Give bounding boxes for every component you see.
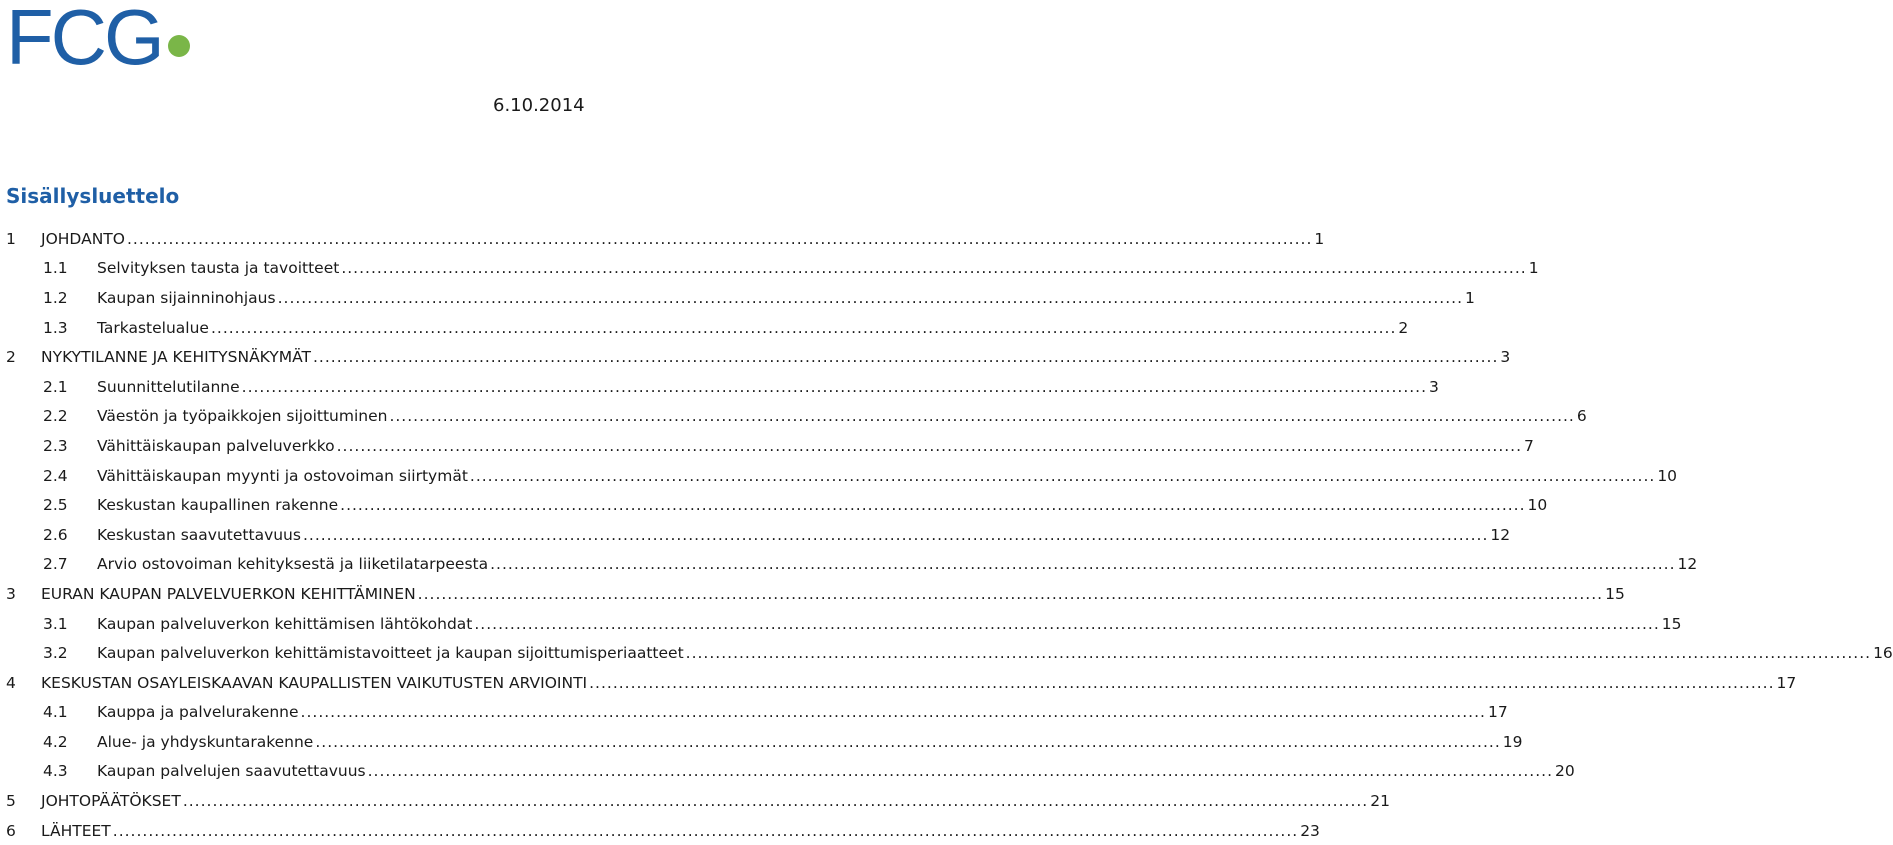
toc-dot-leader: ........................................................................................................................................................................................................ xyxy=(341,259,1527,278)
toc-entry-label: LÄHTEET xyxy=(41,821,111,840)
toc-entry-number: 1.1 xyxy=(43,259,68,278)
toc-entry[interactable] xyxy=(0,520,1511,550)
toc-dot-leader: ........................................................................................................................................................................................................ xyxy=(589,673,1775,692)
toc-entry[interactable] xyxy=(0,254,1539,284)
toc-entry[interactable] xyxy=(0,283,1475,313)
toc-entry-number: 1.3 xyxy=(43,318,68,337)
toc-entry-label: Alue- ja yhdyskuntarakenne xyxy=(97,732,314,751)
toc-entry[interactable] xyxy=(0,431,1534,461)
toc-entry-label: Väestön ja työpaikkojen sijoittuminen xyxy=(97,407,388,426)
toc-entry-page: 6 xyxy=(1576,407,1587,426)
toc-dot-leader: ........................................................................................................................................................................................................ xyxy=(126,229,1313,248)
toc-dot-leader: ........................................................................................................................................................................................................ xyxy=(340,496,1526,515)
toc-entry-number: 2 xyxy=(6,348,16,367)
toc-dot-leader: ........................................................................................................................................................................................................ xyxy=(685,644,1872,663)
toc-entry-number: 2.3 xyxy=(43,436,68,455)
toc-entry-number: 6 xyxy=(6,821,16,840)
toc-entry-page: 16 xyxy=(1873,644,1893,663)
toc-dot-leader: ........................................................................................................................................................................................................ xyxy=(112,821,1299,840)
toc-entry-page: 17 xyxy=(1487,703,1508,722)
toc-entry-number: 4 xyxy=(6,673,16,692)
toc-entry-number: 1.2 xyxy=(43,288,68,307)
toc-entry-label: Vähittäiskaupan palveluverkko xyxy=(97,436,335,455)
toc-entry[interactable] xyxy=(0,579,1625,609)
toc-entry[interactable] xyxy=(0,402,1587,432)
toc-entry[interactable] xyxy=(0,224,1325,254)
toc-dot-leader: ........................................................................................................................................................................................................ xyxy=(417,584,1604,603)
toc-entry-label: EURAN KAUPAN PALVELVUERKON KEHITTÄMINEN xyxy=(41,584,416,603)
fcg-logo-graphic xyxy=(6,0,206,81)
toc-entry-number: 2.4 xyxy=(43,466,68,485)
toc-entry-page: 23 xyxy=(1300,821,1320,840)
toc-entry-number: 5 xyxy=(6,792,16,811)
toc-entry-number: 2.5 xyxy=(43,496,68,515)
toc-entry-page: 15 xyxy=(1661,614,1682,633)
toc-entry-page: 1 xyxy=(1314,229,1325,248)
toc-entry[interactable] xyxy=(0,757,1575,787)
toc-dot-leader: ........................................................................................................................................................................................................ xyxy=(315,732,1501,751)
toc-entry[interactable] xyxy=(0,698,1508,728)
toc-entry-number: 2.1 xyxy=(43,377,68,396)
toc-entry-number: 1 xyxy=(6,229,16,248)
toc-entry-page: 12 xyxy=(1677,555,1698,574)
toc-entry-label: Kauppa ja palvelurakenne xyxy=(97,703,299,722)
toc-entry-number: 4.3 xyxy=(43,762,68,781)
toc-entry[interactable] xyxy=(0,727,1523,757)
toc-entry-label: Vähittäiskaupan myynti ja ostovoiman siirtymät xyxy=(97,466,468,485)
toc-entry[interactable] xyxy=(0,313,1409,343)
logo-lettering: FCG xyxy=(6,0,162,81)
toc-entry-page: 1 xyxy=(1528,259,1539,278)
toc-dot-leader: ........................................................................................................................................................................................................ xyxy=(367,762,1554,781)
toc-entry-label: Tarkastelualue xyxy=(97,318,209,337)
toc-dot-leader: ........................................................................................................................................................................................................ xyxy=(300,703,1486,722)
toc-entry-page: 21 xyxy=(1370,792,1390,811)
toc-entry-number: 2.7 xyxy=(43,555,68,574)
toc-entry-label: Keskustan kaupallinen rakenne xyxy=(97,496,339,515)
toc-entry-page: 1 xyxy=(1465,288,1475,307)
toc-entry-number: 4.1 xyxy=(43,703,68,722)
toc-entry-number: 2.2 xyxy=(43,407,68,426)
toc-entry[interactable] xyxy=(0,550,1698,580)
toc-entry[interactable] xyxy=(0,668,1797,698)
toc-dot-leader: ........................................................................................................................................................................................................ xyxy=(210,318,1397,337)
toc-dot-leader: ........................................................................................................................................................................................................ xyxy=(469,466,1656,485)
toc-entry-label: NYKYTILANNE JA KEHITYSNÄKYMÄT xyxy=(41,348,311,367)
toc-dot-leader: ........................................................................................................................................................................................................ xyxy=(277,288,1463,307)
toc-dot-leader: ........................................................................................................................................................................................................ xyxy=(490,555,1676,574)
toc-entry-page: 10 xyxy=(1527,496,1548,515)
toc-entry-page: 3 xyxy=(1429,377,1439,396)
toc-entry-page: 19 xyxy=(1502,732,1523,751)
toc-entry[interactable] xyxy=(0,342,1511,372)
toc-entry[interactable] xyxy=(0,490,1548,520)
toc-dot-leader: ........................................................................................................................................................................................................ xyxy=(389,407,1575,426)
toc-dot-leader: ........................................................................................................................................................................................................ xyxy=(336,436,1523,455)
toc-entry[interactable] xyxy=(0,638,1893,668)
toc-entry-page: 7 xyxy=(1524,436,1534,455)
toc-entry-label: Kaupan palveluverkon kehittämistavoitteet ja kaupan sijoittumisperiaatteet xyxy=(97,644,684,663)
toc-entry[interactable] xyxy=(0,461,1678,491)
toc-dot-leader: ........................................................................................................................................................................................................ xyxy=(474,614,1660,633)
toc-entry-label: KESKUSTAN OSAYLEISKAAVAN KAUPALLISTEN VAIKUTUSTEN ARVIOINTI xyxy=(41,673,588,692)
toc-dot-leader: ........................................................................................................................................................................................................ xyxy=(302,525,1489,544)
toc-entry-number: 3.2 xyxy=(43,644,68,663)
toc-entry-label: Selvityksen tausta ja tavoitteet xyxy=(97,259,340,278)
toc-entry-label: Kaupan palvelujen saavutettavuus xyxy=(97,762,366,781)
toc-entry-page: 10 xyxy=(1657,466,1678,485)
toc-entry-number: 4.2 xyxy=(43,732,68,751)
toc-entry[interactable] xyxy=(0,609,1682,639)
toc-dot-leader: ........................................................................................................................................................................................................ xyxy=(313,348,1499,367)
logo-dot xyxy=(168,35,190,57)
toc-entry-label: Kaupan palveluverkon kehittämisen lähtökohdat xyxy=(97,614,473,633)
toc-entry[interactable] xyxy=(0,786,1390,816)
toc-entry-page: 2 xyxy=(1398,318,1409,337)
toc-entry-page: 20 xyxy=(1555,762,1575,781)
toc-entry-label: JOHDANTO xyxy=(41,229,125,248)
toc-entry-label: Arvio ostovoiman kehityksestä ja liiketilatarpeesta xyxy=(97,555,489,574)
toc-entry-number: 3.1 xyxy=(43,614,68,633)
toc-entry-page: 3 xyxy=(1500,348,1511,367)
toc-dot-leader: ........................................................................................................................................................................................................ xyxy=(182,792,1369,811)
toc-entry[interactable] xyxy=(0,372,1439,402)
table-of-contents xyxy=(0,224,1893,845)
document-date: 6.10.2014 xyxy=(493,95,585,116)
toc-entry[interactable] xyxy=(0,816,1320,845)
toc-entry-label: Suunnittelutilanne xyxy=(97,377,240,396)
toc-entry-page: 12 xyxy=(1490,525,1511,544)
toc-entry-number: 3 xyxy=(6,584,16,603)
toc-entry-page: 17 xyxy=(1776,673,1797,692)
toc-entry-label: JOHTOPÄÄTÖKSET xyxy=(41,792,181,811)
toc-entry-number: 2.6 xyxy=(43,525,68,544)
toc-entry-label: Kaupan sijainninohjaus xyxy=(97,288,276,307)
toc-entry-page: 15 xyxy=(1605,584,1625,603)
toc-title: Sisällysluettelo xyxy=(6,184,180,208)
toc-dot-leader: ........................................................................................................................................................................................................ xyxy=(241,377,1428,396)
toc-entry-label: Keskustan saavutettavuus xyxy=(97,525,301,544)
fcg-logo xyxy=(6,0,206,81)
